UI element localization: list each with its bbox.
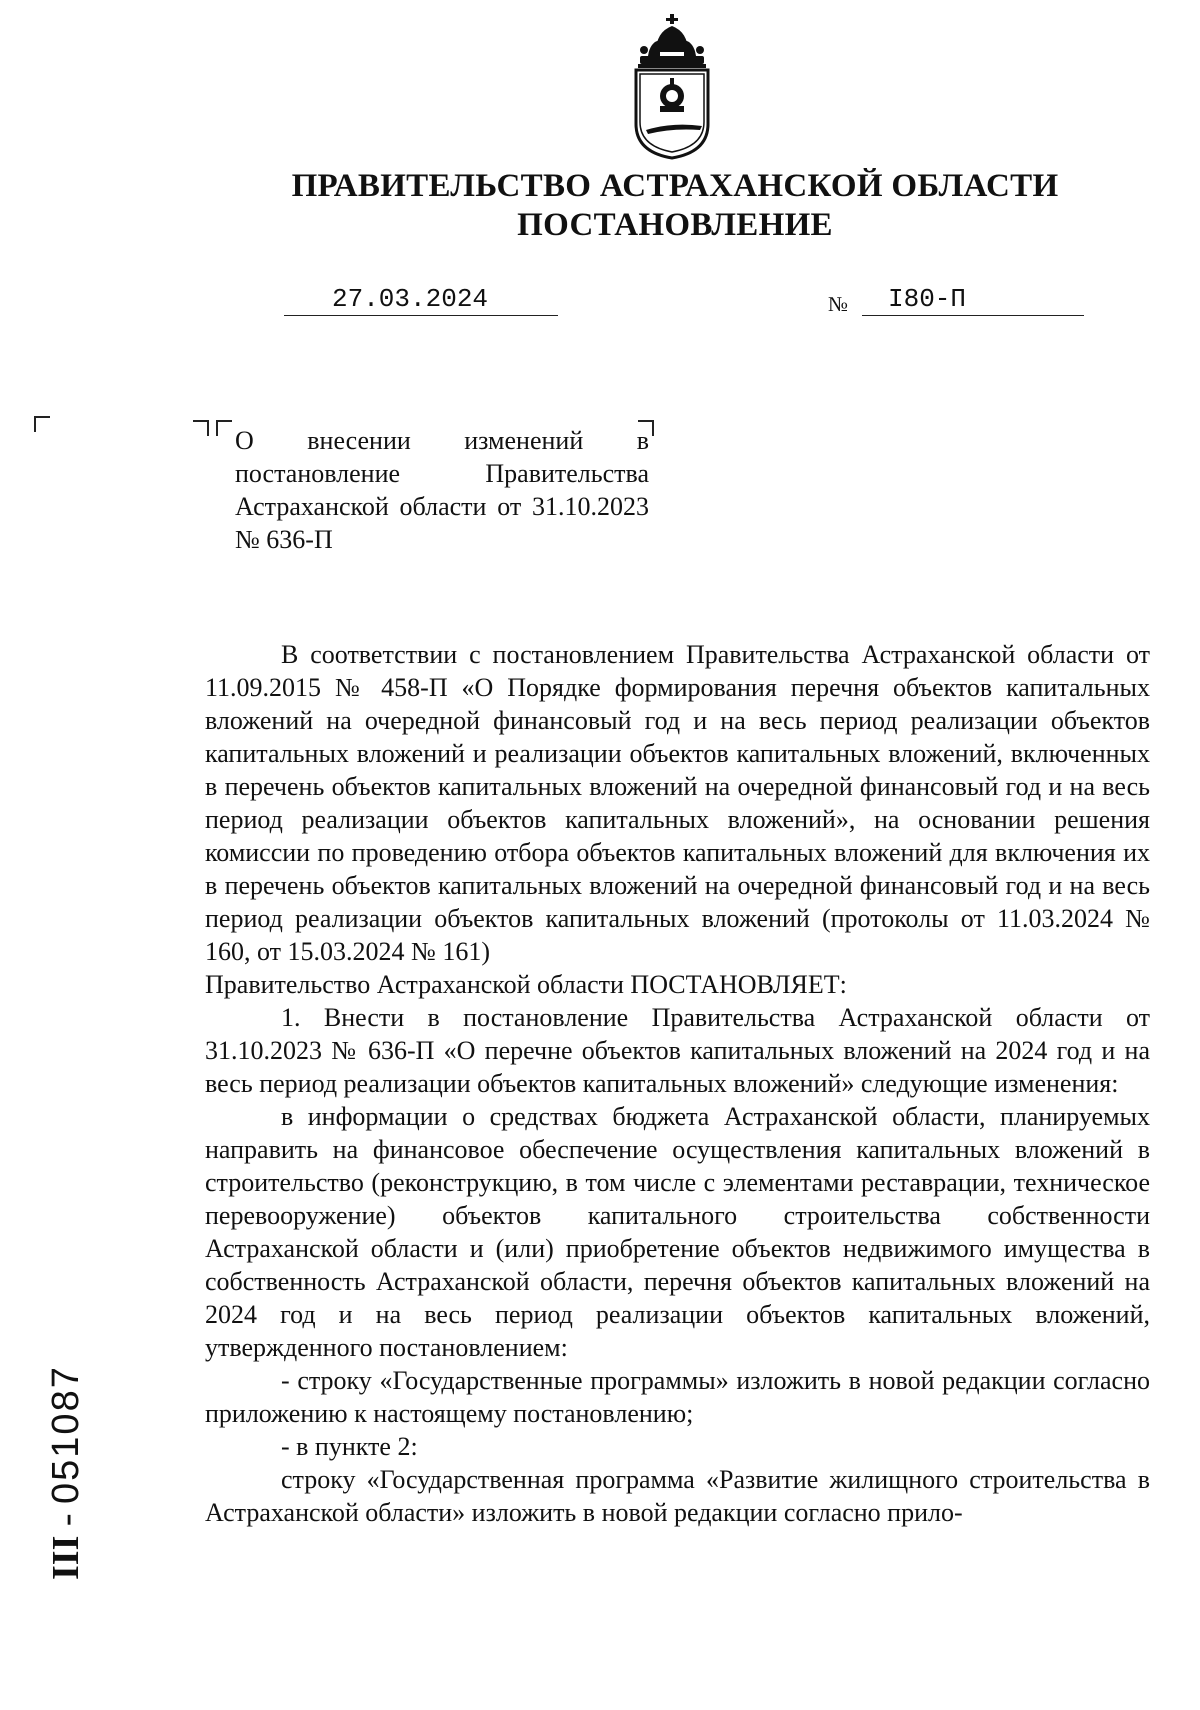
body-paragraph: 1. Внести в постановление Правительства Астраханской области от 31.10.2023 № 636-П «О перечне объектов капитальных вложений на 2024 год и на весь период реализации объектов капитальных вложений» следующие изменения: (205, 1003, 1150, 1098)
body-paragraph: Правительство Астраханской области ПОСТАНОВЛЯЕТ: (205, 970, 847, 999)
document-body (205, 638, 1150, 1529)
body-paragraph: - в пункте 2: (281, 1432, 418, 1461)
body-paragraph: в информации о средствах бюджета Астраханской области, планируемых направить на финансовое обеспечение осуществления капитальных вложений в строительство (реконструкцию, в том числе с элементами реставрации, техническое перевооружение) объектов капитального строительства собственности Астраханской области и (или) приобретение объектов недвижимого имущества в собственность Астраханской области, перечня объектов капитальных вложений на 2024 год и на весь период реализации объектов капитальных вложений, утвержденного постановлением: (205, 1102, 1150, 1362)
document-type-title: ПОСТАНОВЛЕНИЕ (517, 207, 833, 243)
body-paragraph: В соответствии с постановлением Правительства Астраханской области от 11.09.2015 № 458-П «О Порядке формирования перечня объектов капитальных вложений на очередной финансовый год и на весь период реализации объектов капитальных вложений и реализации объектов капитальных вложений, включенных в перечень объектов капитальных вложений на очередной финансовый год и на весь период реализации объектов капитальных вложений», на основании решения комиссии по проведению отбора объектов капитальных вложений для включения их в перечень объектов капитальных вложений на очередной финансовый год и на весь период реализации объектов капитальных вложений (протоколы от 11.03.2024 № 160, от 15.03.2024 № 161) (205, 640, 1150, 966)
stamp-prefix: III (45, 1535, 87, 1580)
body-paragraph: - строку «Государственные программы» изложить в новой редакции согласно приложению к настоящему постановлению; (205, 1366, 1150, 1428)
document-number: I80-П (862, 283, 1084, 316)
corner-mark-icon (193, 420, 209, 436)
side-serial-stamp (46, 1365, 86, 1580)
corner-mark-icon (34, 416, 50, 432)
stamp-separator: - (45, 1503, 87, 1536)
number-sign: № (828, 292, 849, 316)
coat-of-arms-icon (626, 12, 718, 162)
document-date: 27.03.2024 (284, 283, 558, 316)
government-title: ПРАВИТЕЛЬСТВО АСТРАХАНСКОЙ ОБЛАСТИ (291, 168, 1059, 204)
stamp-code: 051087 (45, 1365, 87, 1504)
corner-mark-icon (216, 420, 232, 436)
body-paragraph: строку «Государственная программа «Развитие жилищного строительства в Астраханской области» изложить в новой редакции согласно прило- (205, 1465, 1150, 1527)
document-subject: О внесении изменений в постановление Правительства Астраханской области от 31.10.2023 № 636-П (235, 426, 649, 554)
